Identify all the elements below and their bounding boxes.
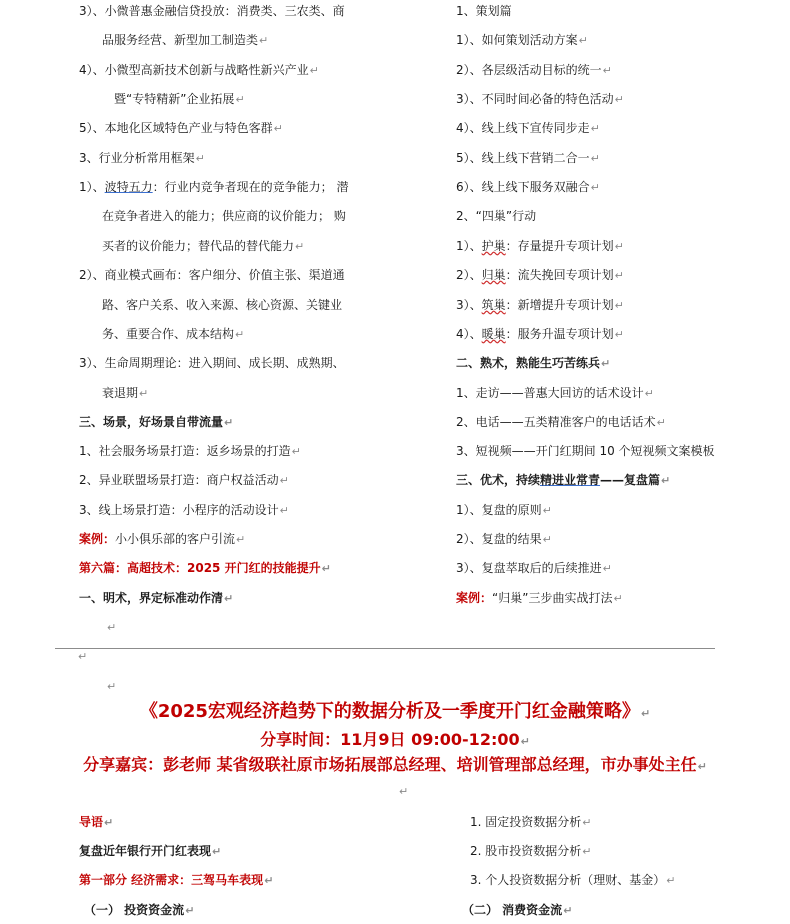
section-heading: 三、优术，持续精进业常青——复盘篇↵ (456, 473, 671, 487)
paragraph: 路、客户关系、收入来源、核心资源、关键业 (102, 298, 343, 312)
paragraph: 2. 股市投资数据分析↵ (470, 844, 592, 858)
paragraph: 1、策划篇 (456, 4, 512, 18)
case-label: 案例： (456, 591, 493, 605)
case-paragraph: 案例：“归巢”三步曲实战打法↵ (456, 591, 623, 605)
spellcheck-term: 筑巢 (481, 298, 506, 312)
paragraph: 3. 个人投资数据分析（理财、基金）↵ (470, 873, 676, 887)
paragraph: 务、重要合作、成本结构↵ (102, 327, 245, 341)
paragraph: 1）、如何策划活动方案↵ (456, 33, 588, 47)
paragraph: 3）、复盘萃取后的后续推进↵ (456, 561, 612, 575)
paragraph: 4）、线上线下宣传同步走↵ (456, 121, 600, 135)
paragraph: 2、异业联盟场景打造：商户权益活动↵ (79, 473, 289, 487)
paragraph: 在竞争者进入的能力；供应商的议价能力； 购 (102, 209, 346, 223)
spellcheck-term: 暖巢 (481, 327, 506, 341)
paragraph: 1、走访——普惠大回访的话术设计↵ (456, 386, 654, 400)
share-time: 分享时间：11月9日 09:00-12:00↵ (260, 730, 530, 749)
paragraph: 3）、筑巢：新增提升专项计划↵ (456, 298, 624, 312)
paragraph: 1）、护巢：存量提升专项计划↵ (456, 239, 624, 253)
paragraph: 品服务经营、新型加工制造类↵ (102, 33, 269, 47)
part-heading: 第一部分 经济需求：三驾马车表现↵ (79, 873, 274, 887)
paragraph: 2）、归巢：流失挽回专项计划↵ (456, 268, 624, 282)
section-break-line (55, 648, 715, 649)
section-heading: 三、场景，好场景自带流量↵ (79, 415, 234, 429)
paragraph: 2）、复盘的结果↵ (456, 532, 552, 546)
underlined-term: 波特五力 (104, 180, 153, 194)
paragraph: 2、“四巢”行动 (456, 209, 537, 223)
paragraph: 4）、小微型高新技术创新与战略性新兴产业↵ (79, 63, 319, 77)
paragraph: 5）、线上线下营销二合一↵ (456, 151, 600, 165)
chapter-heading: 第六篇：高超技术：2025 开门红的技能提升↵ (79, 561, 331, 575)
spellcheck-term: 归巢 (481, 268, 506, 282)
section-heading: 二、熟术，熟能生巧苦练兵↵ (456, 356, 611, 370)
paragraph: 1. 固定投资数据分析↵ (470, 815, 592, 829)
document-title: 《2025宏观经济趋势下的数据分析及一季度开门红金融策略》↵ (139, 701, 651, 722)
empty-paragraph: ↵ (107, 680, 117, 693)
paragraph: 2）、各层级活动目标的统一↵ (456, 63, 612, 77)
paragraph: 复盘近年银行开门红表现↵ (79, 844, 222, 858)
paragraph: 2）、商业模式画布：客户细分、价值主张、渠道通 (79, 268, 345, 282)
paragraph: 3）、小微普惠金融信贷投放：消费类、三农类、商 (79, 4, 345, 18)
empty-paragraph: ↵ (78, 650, 88, 663)
intro-heading: 导语↵ (79, 815, 114, 829)
paragraph: 1）、复盘的原则↵ (456, 503, 552, 517)
case-paragraph: 案例：小小俱乐部的客户引流↵ (79, 532, 246, 546)
section-heading: 一、明术，界定标准动作清↵ (79, 591, 234, 605)
spellcheck-term: 护巢 (481, 239, 506, 253)
paragraph: 1、社会服务场景打造：返乡场景的打造↵ (79, 444, 301, 458)
paragraph: 6）、线上线下服务双融合↵ (456, 180, 600, 194)
paragraph: 3、线上场景打造：小程序的活动设计↵ (79, 503, 289, 517)
empty-paragraph: ↵ (399, 785, 409, 798)
underlined-term: 精进业常青 (540, 473, 601, 487)
sub-heading: （二） 消费资金流↵ (462, 903, 573, 917)
paragraph: 3、行业分析常用框架↵ (79, 151, 205, 165)
paragraph: 暨“专特精新”企业拓展↵ (114, 92, 245, 106)
paragraph: 2、电话——五类精准客户的电话话术↵ (456, 415, 666, 429)
case-label: 案例： (79, 532, 116, 546)
paragraph: 1）、波特五力：行业内竞争者现在的竞争能力； 潜 (79, 180, 349, 194)
paragraph: 3）、不同时间必备的特色活动↵ (456, 92, 624, 106)
share-guest: 分享嘉宾：彭老师 某省级联社原市场拓展部总经理、培训管理部总经理，市办事处主任↵ (83, 755, 707, 774)
paragraph: 3）、生命周期理论：进入期间、成长期、成熟期、 (79, 356, 345, 370)
empty-paragraph: ↵ (107, 621, 117, 634)
paragraph: 3、短视频——开门红期间 10 个短视频文案模板 (456, 444, 715, 458)
paragraph: 衰退期↵ (102, 386, 149, 400)
paragraph: 5）、本地化区域特色产业与特色客群↵ (79, 121, 283, 135)
paragraph: 4）、暖巢：服务升温专项计划↵ (456, 327, 624, 341)
paragraph: 买者的议价能力；替代品的替代能力↵ (102, 239, 305, 253)
sub-heading: （一） 投资资金流↵ (84, 903, 195, 917)
